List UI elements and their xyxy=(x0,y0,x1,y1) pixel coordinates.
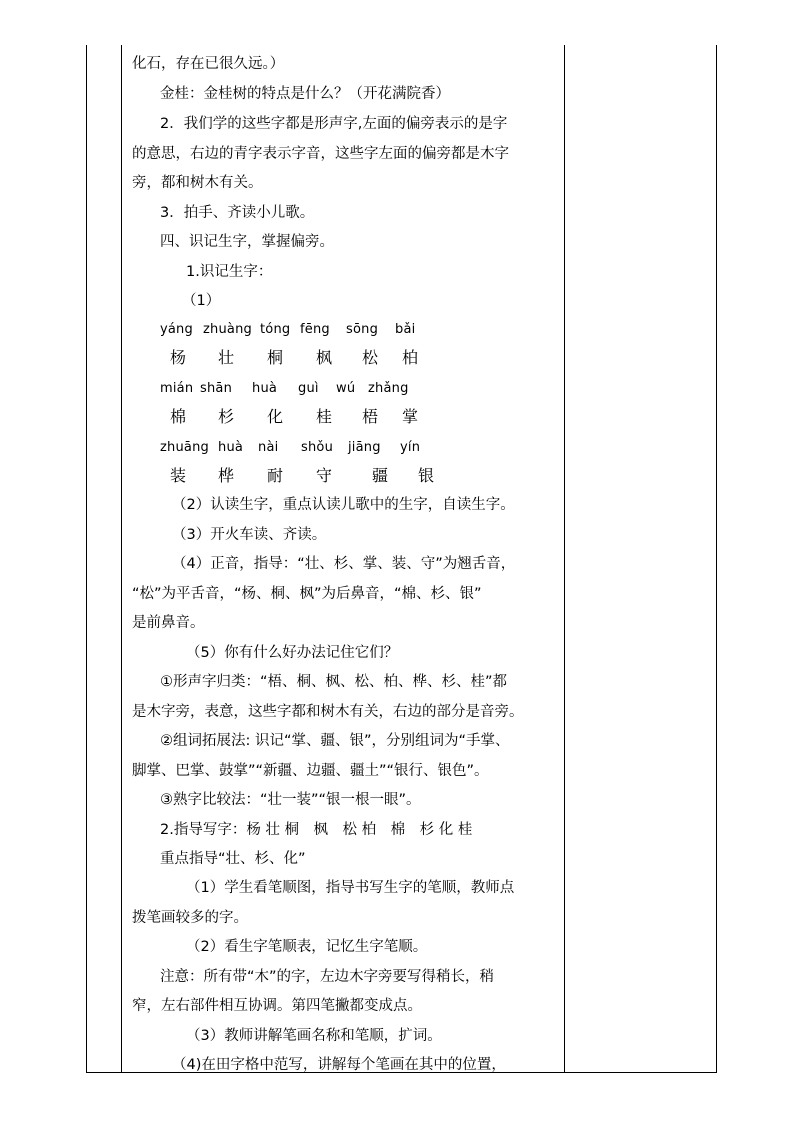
character-label: 桐 xyxy=(267,348,284,367)
table-border-left xyxy=(86,45,87,1073)
table-column-divider-1 xyxy=(121,45,122,1073)
text-line: （4）正音，指导：“壮、杉、掌、装、守”为翘舌音， xyxy=(172,556,516,572)
character-label: 桦 xyxy=(218,466,235,485)
text-line: 金桂：金桂树的特点是什么？（开花满院香） xyxy=(160,86,450,102)
text-line: 是前鼻音。 xyxy=(132,615,205,631)
character-label: 守 xyxy=(316,466,333,485)
pinyin-label: fēng xyxy=(300,322,330,337)
character-label: 银 xyxy=(418,466,435,485)
pinyin-label: yín xyxy=(400,440,421,455)
text-line: （3）开火车读、齐读。 xyxy=(172,527,327,543)
text-line: （3）教师讲解笔画名称和笔顺，扩词。 xyxy=(186,1028,442,1044)
character-label: 梧 xyxy=(362,407,379,426)
subsection-heading: 1.识记生字： xyxy=(186,264,273,280)
text-line: 是木字旁，表意，这些字都和树木有关，右边的部分是音旁。 xyxy=(132,704,524,720)
character-label: 桂 xyxy=(316,407,333,426)
text-line: 旁，都和树木有关。 xyxy=(132,175,263,191)
pinyin-label: sōng xyxy=(346,322,379,337)
text-line: 脚掌、巴掌、鼓掌”“新疆、边疆、疆土”“银行、银色”。 xyxy=(132,763,489,779)
text-line: 拨笔画较多的字。 xyxy=(132,910,248,926)
character-label: 掌 xyxy=(402,407,419,426)
pinyin-label: huà xyxy=(252,381,278,396)
character-label: 杉 xyxy=(218,407,235,426)
pinyin-label: shān xyxy=(200,381,233,396)
pinyin-label: shǒu xyxy=(301,440,334,455)
pinyin-label: huà xyxy=(218,440,244,455)
pinyin-label: nài xyxy=(258,440,279,455)
text-line: 化石，存在已很久远。） xyxy=(132,56,285,72)
text-line: （2）认读生字，重点认读儿歌中的生字，自读生字。 xyxy=(172,497,515,513)
character-label: 装 xyxy=(170,466,187,485)
table-border-right xyxy=(716,45,717,1073)
text-line: （4)在田字格中范写，讲解每个笔画在其中的位置， xyxy=(172,1057,506,1073)
pinyin-label: zhǎng xyxy=(368,381,409,396)
text-line: ②组词拓展法: 识记“掌、疆、银”，分别组词为“手掌、 xyxy=(160,733,510,749)
character-label: 杨 xyxy=(170,348,187,367)
text-line: （1）学生看笔顺图，指导书写生字的笔顺，教师点 xyxy=(186,880,515,896)
text-line: 窄，左右部件相互协调。第四笔撇都变成点。 xyxy=(132,998,422,1014)
text-line: “松”为平舌音，“杨、桐、枫”为后鼻音，“棉、杉、银” xyxy=(132,586,482,602)
pinyin-label: bǎi xyxy=(395,322,416,337)
table-column-divider-2 xyxy=(564,45,565,1073)
text-line: 2.指导写字：杨 壮 桐 枫 松 柏 棉 杉 化 桂 xyxy=(160,822,473,838)
character-label: 棉 xyxy=(170,407,187,426)
pinyin-label: wú xyxy=(336,381,356,396)
pinyin-label: jiāng xyxy=(348,440,381,455)
pinyin-label: yáng xyxy=(160,322,193,337)
pinyin-label: tóng xyxy=(260,322,291,337)
character-label: 壮 xyxy=(218,348,235,367)
character-label: 松 xyxy=(362,348,379,367)
character-label: 疆 xyxy=(372,466,389,485)
pinyin-label: zhuāng xyxy=(160,440,209,455)
character-label: 柏 xyxy=(402,348,419,367)
text-line: ③熟字比较法：“壮一装”“银一根一眼”。 xyxy=(160,792,421,808)
character-label: 化 xyxy=(267,407,284,426)
pinyin-label: zhuàng xyxy=(203,322,252,337)
text-line: 2．我们学的这些字都是形声字,左面的偏旁表示的是字 xyxy=(160,116,508,132)
text-line: （1） xyxy=(182,293,221,309)
section-heading: 四、识记生字，掌握偏旁。 xyxy=(160,234,334,250)
text-line: 注意：所有带“木”的字，左边木字旁要写得稍长，稍 xyxy=(160,969,495,985)
pinyin-label: mián xyxy=(160,381,194,396)
character-label: 枫 xyxy=(316,348,333,367)
text-line: ①形声字归类：“梧、桐、枫、松、柏、桦、杉、桂”都 xyxy=(160,674,508,690)
text-line: 3．拍手、齐读小儿歌。 xyxy=(160,205,315,221)
text-line: （2）看生字笔顺表，记忆生字笔顺。 xyxy=(186,939,428,955)
text-line: （5）你有什么好办法记住它们？ xyxy=(186,645,399,661)
text-line: 的意思，右边的青字表示字音，这些字左面的偏旁都是木字 xyxy=(132,146,509,162)
character-label: 耐 xyxy=(267,466,284,485)
pinyin-label: guì xyxy=(298,381,319,396)
text-line: 重点指导“壮、杉、化” xyxy=(160,851,306,867)
